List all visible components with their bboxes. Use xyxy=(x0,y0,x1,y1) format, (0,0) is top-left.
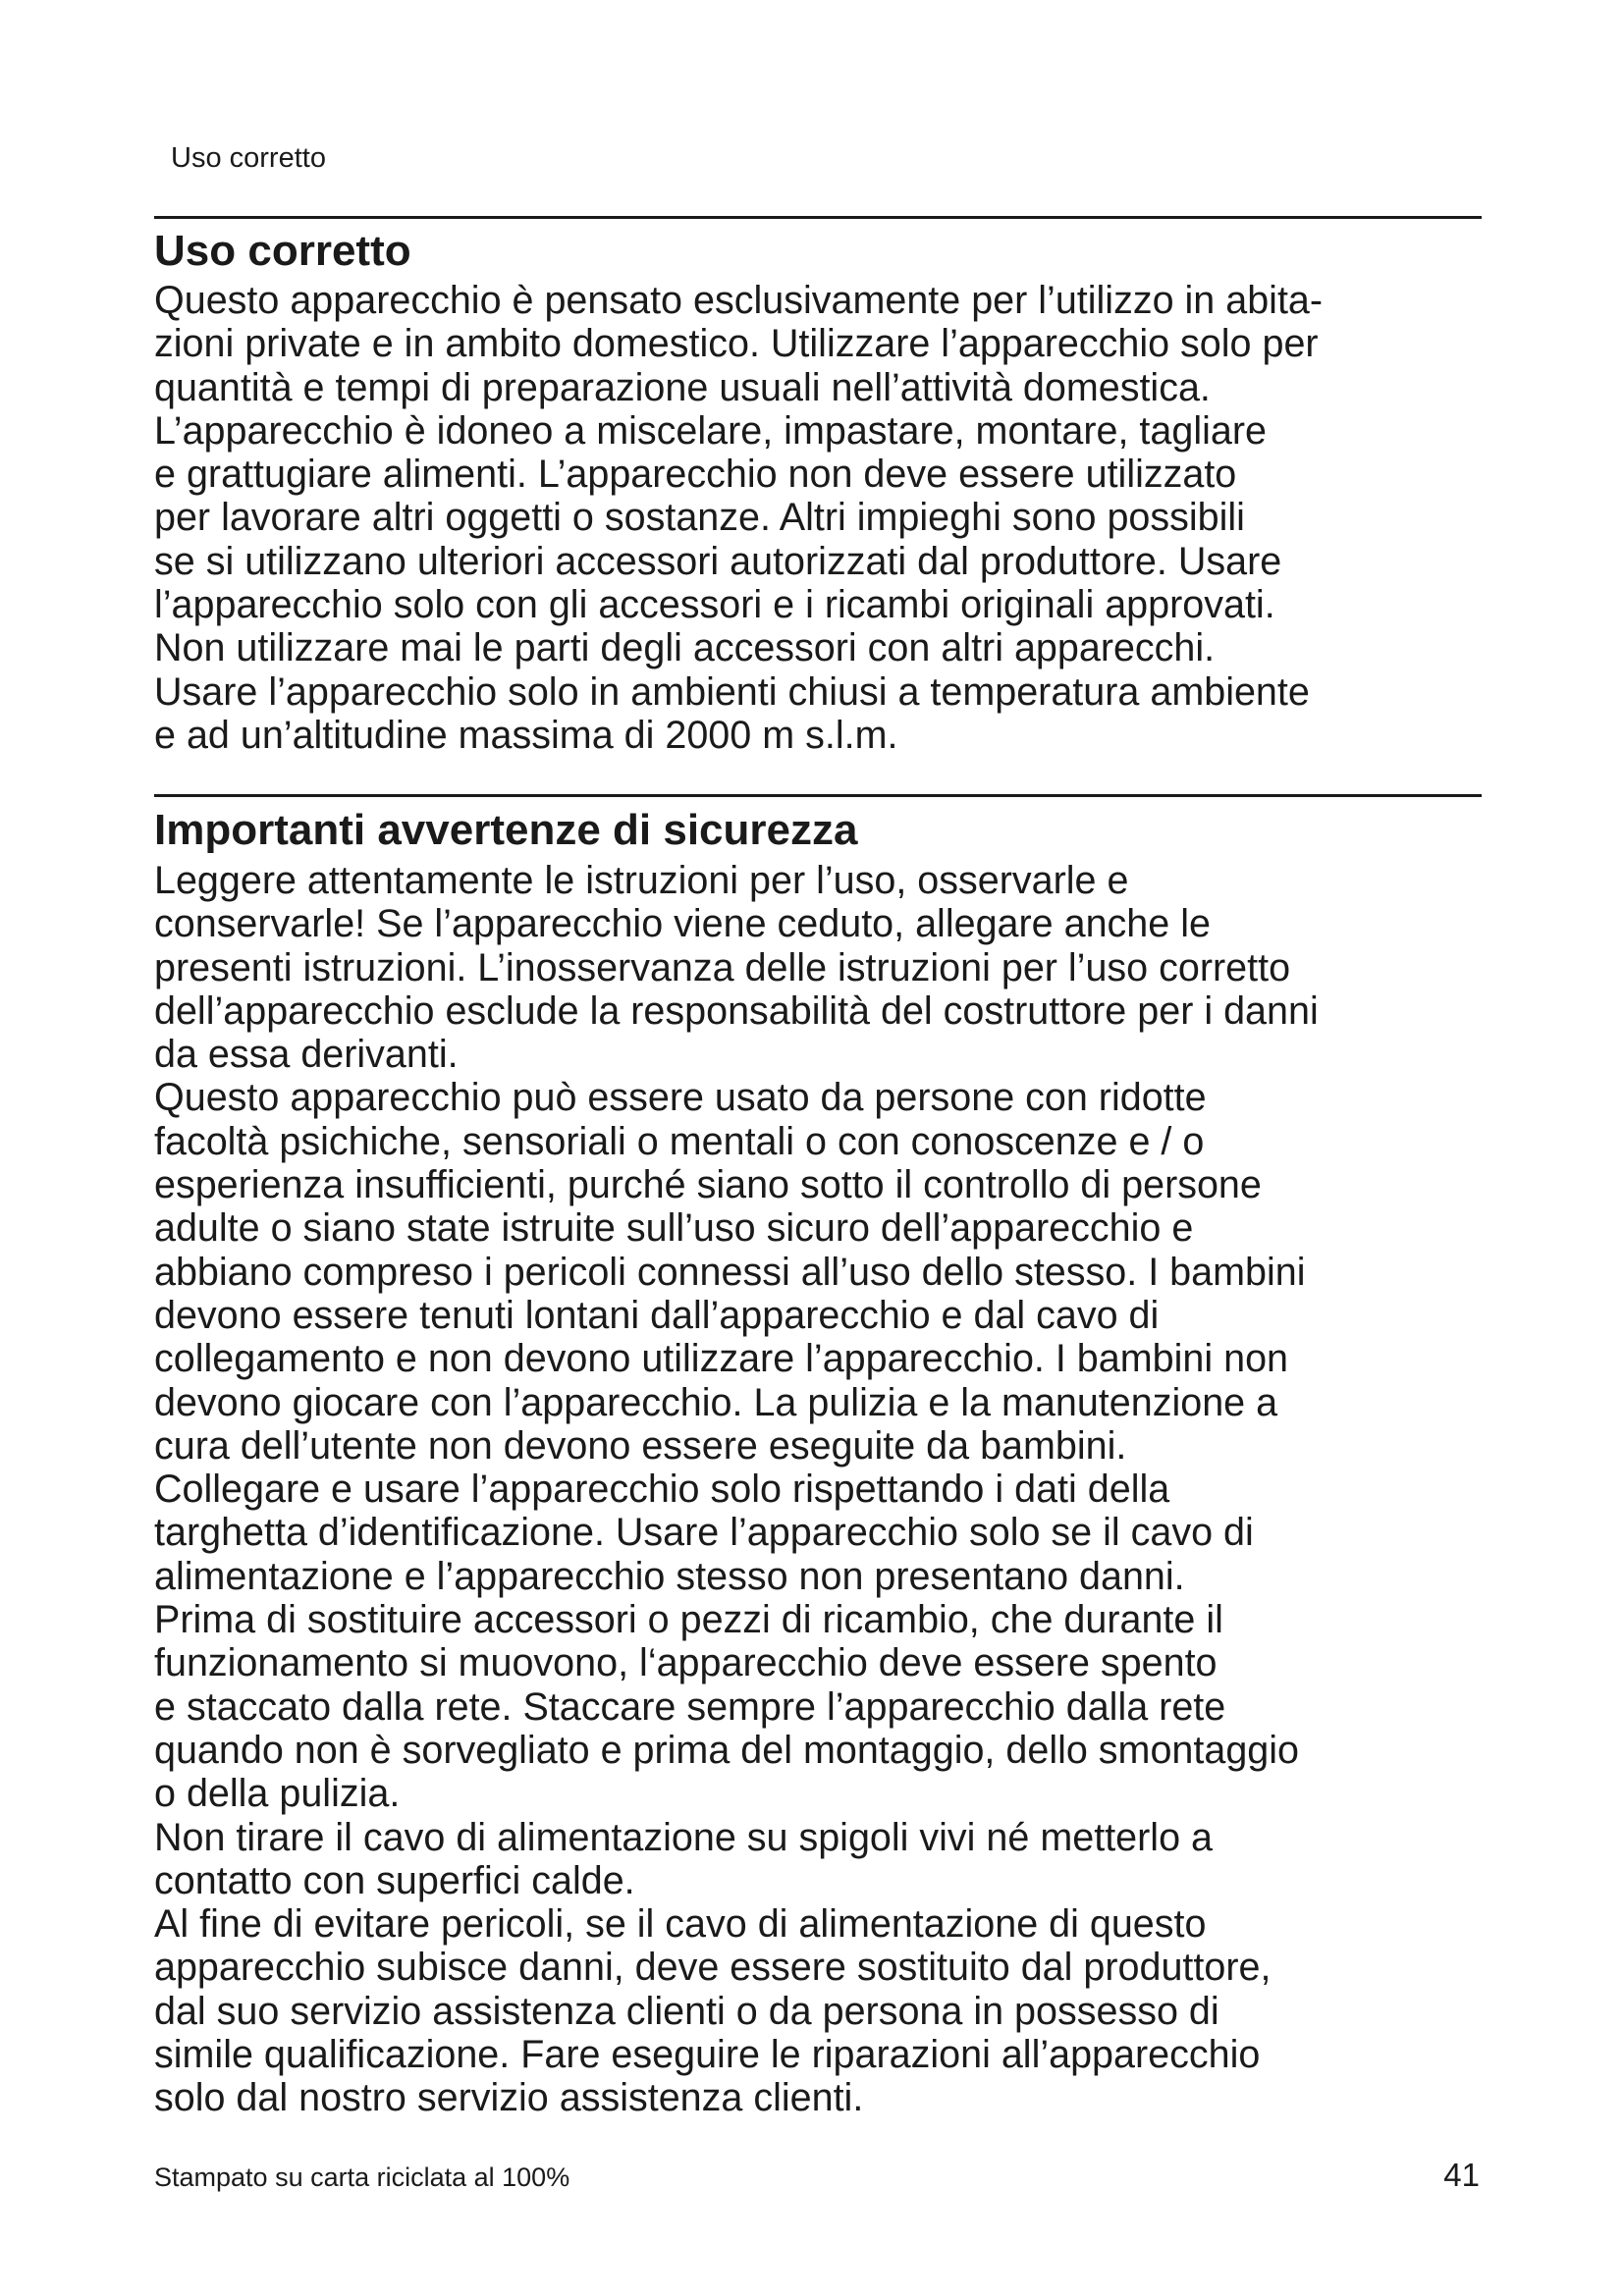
body-line: conservarle! Se l’apparecchio viene ceduto, allegare anche le xyxy=(154,902,1211,946)
body-line: funzionamento si muovono, l‘apparecchio deve essere spento xyxy=(154,1641,1218,1685)
running-header: Uso corretto xyxy=(171,142,326,174)
section-title-safety: Importanti avvertenze di sicurezza xyxy=(154,806,858,854)
body-line: presenti istruzioni. L’inosservanza delle istruzioni per l’uso corretto xyxy=(154,945,1291,989)
body-line: Leggere attentamente le istruzioni per l’uso, osservarle e xyxy=(154,859,1129,902)
body-line: da essa derivanti. xyxy=(154,1033,459,1077)
safety-body xyxy=(154,859,1489,2120)
body-line: e ad un’altitudine massima di 2000 m s.l.m. xyxy=(154,713,898,757)
body-line: quantità e tempi di preparazione usuali nell’attività domestica. xyxy=(154,365,1211,409)
body-line: adulte o siano state istruite sull’uso sicuro dell’apparecchio e xyxy=(154,1206,1194,1251)
body-line: Prima di sostituire accessori o pezzi di ricambio, che durante il xyxy=(154,1598,1223,1642)
body-line: Non utilizzare mai le parti degli accessori con altri apparecchi. xyxy=(154,626,1216,670)
body-line: alimentazione e l’apparecchio stesso non presentano danni. xyxy=(154,1554,1185,1598)
body-line: per lavorare altri oggetti o sostanze. Altri impieghi sono possibili xyxy=(154,496,1245,540)
body-line: apparecchio subisce danni, deve essere sostituito dal produttore, xyxy=(154,1946,1272,1990)
body-line: Usare l’apparecchio solo in ambienti chiusi a temperatura ambiente xyxy=(154,669,1310,714)
body-line: e grattugiare alimenti. L’apparecchio non deve essere utilizzato xyxy=(154,453,1237,497)
body-line: dell’apparecchio esclude la responsabilità del costruttore per i danni xyxy=(154,988,1319,1033)
section-divider xyxy=(154,794,1482,797)
body-line: l’apparecchio solo con gli accessori e i ricambi originali approvati. xyxy=(154,583,1275,627)
body-line: o della pulizia. xyxy=(154,1772,401,1816)
body-line: simile qualificazione. Fare eseguire le riparazioni all’apparecchio xyxy=(154,2033,1261,2077)
body-line: targhetta d’identificazione. Usare l’apparecchio solo se il cavo di xyxy=(154,1511,1254,1555)
body-line: collegamento e non devono utilizzare l’apparecchio. I bambini non xyxy=(154,1337,1289,1381)
body-line: quando non è sorvegliato e prima del montaggio, dello smontaggio xyxy=(154,1728,1300,1772)
body-line: se si utilizzano ulteriori accessori autorizzati dal produttore. Usare xyxy=(154,539,1282,583)
body-line: e staccato dalla rete. Staccare sempre l’apparecchio dalla rete xyxy=(154,1684,1226,1729)
body-line: Questo apparecchio può essere usato da persone con ridotte xyxy=(154,1076,1207,1120)
body-line: abbiano compreso i pericoli connessi all’uso dello stesso. I bambini xyxy=(154,1250,1306,1294)
body-line: L’apparecchio è idoneo a miscelare, impastare, montare, tagliare xyxy=(154,408,1267,453)
body-line: facoltà psichiche, sensoriali o mentali o con conoscenze e / o xyxy=(154,1119,1205,1163)
section-divider xyxy=(154,216,1482,219)
body-line: Non tirare il cavo di alimentazione su spigoli vivi né metterlo a xyxy=(154,1815,1213,1859)
body-line: esperienza insufficienti, purché siano sotto il controllo di persone xyxy=(154,1163,1262,1207)
body-line: zioni private e in ambito domestico. Utilizzare l’apparecchio solo per xyxy=(154,322,1319,366)
body-line: Questo apparecchio è pensato esclusivamente per l’utilizzo in abita- xyxy=(154,279,1324,322)
footer-note: Stampato su carta riciclata al 100% xyxy=(154,2163,570,2192)
body-line: devono giocare con l’apparecchio. La pulizia e la manutenzione a xyxy=(154,1380,1278,1424)
body-line: dal suo servizio assistenza clienti o da persona in possesso di xyxy=(154,1989,1219,2033)
body-line: solo dal nostro servizio assistenza clienti. xyxy=(154,2076,864,2120)
body-line: contatto con superfici calde. xyxy=(154,1858,635,1902)
body-line: Al fine di evitare pericoli, se il cavo di alimentazione di questo xyxy=(154,1902,1207,1947)
body-line: cura dell’utente non devono essere eseguite da bambini. xyxy=(154,1423,1127,1468)
section-title-intended-use: Uso corretto xyxy=(154,227,411,275)
page-number: 41 xyxy=(1443,2157,1480,2193)
body-line: Collegare e usare l’apparecchio solo rispettando i dati della xyxy=(154,1468,1170,1512)
intended-use-body xyxy=(154,279,1489,757)
body-line: devono essere tenuti lontani dall’apparecchio e dal cavo di xyxy=(154,1293,1160,1337)
